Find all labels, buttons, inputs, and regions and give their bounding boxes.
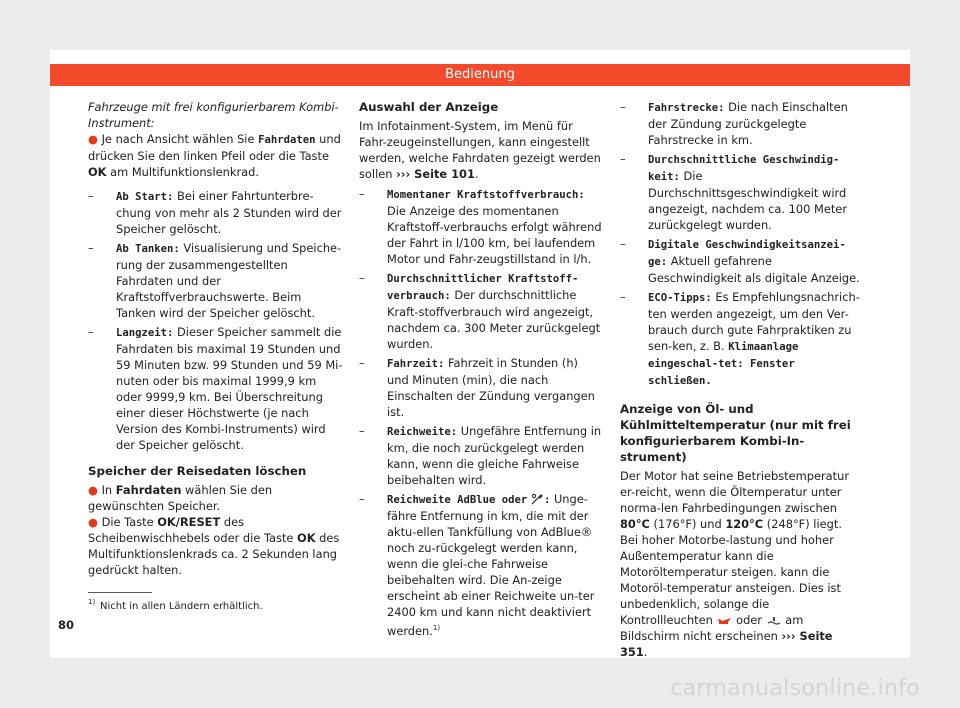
ok-key-icon: OK [88, 165, 107, 179]
bullet-icon: ● [88, 132, 98, 146]
bullet-select-view: ● Je nach Ansicht wählen Sie Fahrdaten und drücken Sie den linken Pfeil oder die Taste OK am Multifunktionslenkrad. [88, 132, 341, 179]
list-item: – Reichweite: Ungefähre Entfernung in km, die noch zurückgelegt werden kann, wenn die gleiche Fahrweise beibehalten wird. [359, 424, 602, 487]
list-item: – Ab Start: Bei einer Fahrtunterbre-chung von mehr als 2 Stunden wird der Speicher gelöscht. [88, 189, 342, 236]
section-heading: Anzeige von Öl- und Kühlmitteltemperatur (nur mit frei konfigurierbarem Kombi-In-strument) [620, 402, 851, 464]
list-item: – Fahrzeit: Fahrzeit in Stunden (h) und Minuten (min), die nach Einschalten der Zündung vergangen ist. [359, 356, 595, 419]
list-item: – Momentaner Kraftstoffverbrauch: Die Anzeige des momentanen Kraftstoff-verbrauchs erfolgt während der Fahrt in l/100 km, bei laufendem Motor und Fahr-zeugstillstand in l/h. [359, 187, 602, 266]
list-item: – Durchschnittliche Geschwindig-keit: Die Durchschnittsgeschwindigkeit wird angezeigt, nachdem ca. 100 Meter zurückgelegt wurden. [620, 152, 848, 232]
list-item: – Ab Tanken: Visualisierung und Speiche-rung der zusammengestellten Fahrdaten und der Kraftstoffverbrauchswerte. Beim Tanken wird der Speicher gelöscht. [88, 241, 342, 320]
coolant-warning-icon [766, 616, 782, 626]
section-heading: Auswahl der Anzeige [359, 100, 499, 114]
adblue-pump-icon [531, 492, 544, 505]
list-item: – Digitale Geschwindigkeitsanzei-ge: Aktuell gefahrene Geschwindigkeit als digitale Anzeige. [620, 237, 860, 285]
bullet-icon: ● [88, 515, 98, 529]
temperature-paragraph: Der Motor hat seine Betriebstemperatur er-reicht, wenn die Öltemperatur unter norma-len Fahrbedingungen zwischen 80°C (176°F) und 120°C (248°F) liegt. Bei hoher Motorbe-lastung und hoher Außentemperatur kann die Motoröltemperatur steigen. kann die Motoröl-temperatur ansteigen. Dies ist unbedenklich, solange die Kontrollleuchten oder am Bildschirm nicht erscheinen ››› Seite 351. [620, 469, 850, 659]
ok-reset-key-icon: OK/RESET [157, 515, 221, 529]
list-item-eco: – ECO-Tipps: Es Empfehlungsnachrich-ten werden angezeigt, um den Ver-brauch durch gute Fahrpraktiken zu sen-ken, z. B. Klimaanlage eingeschal-tet: Fenster schließen. [620, 290, 860, 387]
intro-text: Fahrzeuge mit frei konfigurierbarem Kombi-Instrument: [88, 100, 339, 130]
column-left [88, 99, 344, 578]
list-item-adblue: – Reichweite AdBlue oder : Unge-fähre Entfernung in km, die mit der aktu-ellen Tankfüllung von AdBlue® noch zu-rückgelegt werden kann, wenn die glei-che Fahrweise beibehalten wird. Die An-zeige erscheint ab einer Reichweite un-ter 2400 km und kann nicht deaktiviert werden.$^{1)}$ [359, 492, 595, 638]
watermark: carmanualsonline.info [670, 676, 920, 701]
list-item: – Durchschnittlicher Kraftstoff-verbrauch: Der durchschnittliche Kraft-stoffverbrauch wird angezeigt, nachdem ca. 300 Meter zurückgelegt wurden. [359, 271, 601, 351]
list-item: – Fahrstrecke: Die nach Einschalten der Zündung zurückgelegte Fahrstrecke in km. [620, 100, 848, 147]
list-item: – Langzeit: Dieser Speicher sammelt die Fahrdaten bis maximal 19 Stunden und 59 Minuten bzw. 99 Stunden und 59 Mi-nuten oder bis maximal 1999,9 km oder 9999,9 km. Bei Überschreitung einer dieser Höchstwerte (je nach Version des Kombi-Instruments) wird der Speicher gelöscht. [88, 325, 343, 452]
oil-can-icon [716, 616, 732, 626]
bullet-press-key: ● Die Taste OK/RESET des Scheibenwischhebels oder die Taste OK des Multifunktionslenkrads ca. 2 Sekunden lang gedrückt halten. [88, 515, 340, 577]
page-number: 80 [58, 618, 75, 632]
footnote-marker: 1) [432, 624, 441, 632]
intro-paragraph: Im Infotainment-System, im Menü für Fahr-zeugeinstellungen, kann eingestellt werden, welche Fahrdaten gezeigt werden sollen ››› Seite 101. [359, 119, 601, 181]
footnote-divider [88, 592, 152, 593]
ok-key-icon: OK [297, 531, 316, 545]
column-middle [359, 99, 603, 639]
page-reference-link[interactable]: ››› Seite 351 [620, 629, 833, 659]
page-reference-link[interactable]: ››› Seite 101 [396, 167, 475, 181]
bullet-choose-memory: ● In Fahrdaten wählen Sie den gewünschten Speicher. [88, 483, 273, 513]
section-header: Bedienung [50, 64, 910, 86]
section-heading: Speicher der Reisedaten löschen [88, 464, 307, 478]
footnote: 1) Nicht in allen Ländern erhältlich. [88, 598, 263, 612]
column-right [620, 99, 860, 660]
bullet-icon: ● [88, 483, 98, 497]
